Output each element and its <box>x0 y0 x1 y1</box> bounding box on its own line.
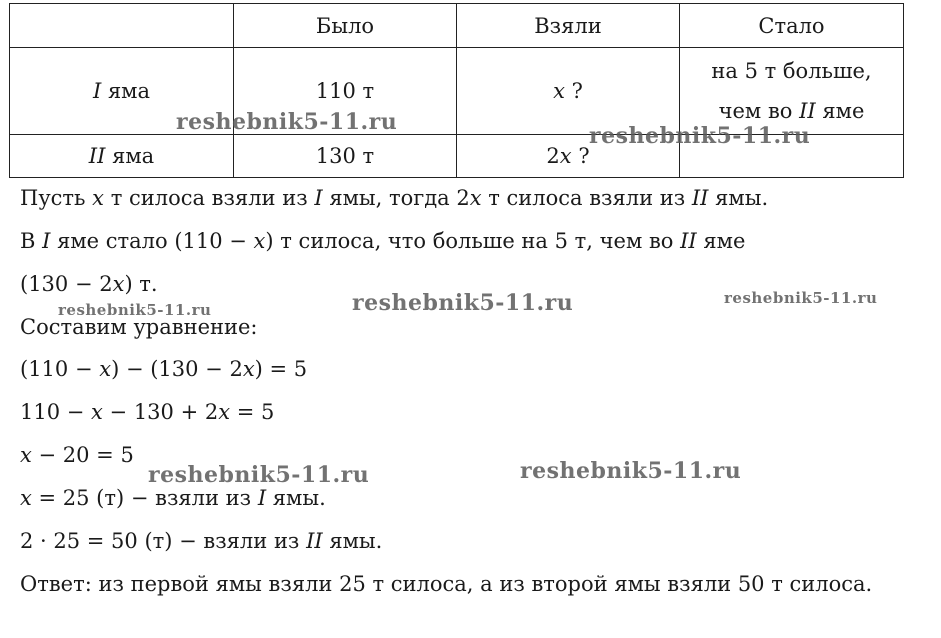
equation-line-4: x = 25 (т) − взяли из I ямы. <box>20 486 326 510</box>
equation-line-5: 2 · 25 = 50 (т) − взяли из II ямы. <box>20 529 383 553</box>
header-cell-became: Стало <box>680 4 904 48</box>
equation-line-1: (110 − x) − (130 − 2x) = 5 <box>20 357 308 381</box>
equation-line-3: x − 20 = 5 <box>20 443 134 467</box>
solution-line-4: Составим уравнение: <box>20 315 258 339</box>
solution-line-1: Пусть x т силоса взяли из I ямы, тогда 2x т силоса взяли из II ямы. <box>20 186 769 210</box>
watermark: reshebnik5-11.ru <box>589 123 811 149</box>
watermark: reshebnik5-11.ru <box>520 458 742 484</box>
solution-line-2: В I яме стало (110 − x) т силоса, что больше на 5 т, чем во II яме <box>20 229 746 253</box>
answer-line: Ответ: из первой ямы взяли 25 т силоса, а из второй ямы взяли 50 т силоса. <box>20 572 873 596</box>
watermark: reshebnik5-11.ru <box>148 462 370 488</box>
watermark: reshebnik5-11.ru <box>176 109 398 135</box>
watermark: reshebnik5-11.ru <box>724 289 878 307</box>
table-row <box>10 48 904 135</box>
row1-name: I яма <box>10 48 234 135</box>
row2-had: 130 т <box>234 135 457 178</box>
solution-line-3: (130 − 2x) т. <box>20 272 158 296</box>
row1-took: x ? <box>457 48 680 135</box>
row2-name: II яма <box>10 135 234 178</box>
watermark: reshebnik5-11.ru <box>352 290 574 316</box>
row1-had: 110 т <box>234 48 457 135</box>
row1-became: на 5 т больше, чем во II яме <box>680 48 904 135</box>
row2-took: 2x ? <box>457 135 680 178</box>
header-cell-had: Было <box>234 4 457 48</box>
header-cell-empty <box>10 4 234 48</box>
header-cell-took: Взяли <box>457 4 680 48</box>
watermark: reshebnik5-11.ru <box>58 301 212 319</box>
table-header-row <box>10 4 904 48</box>
data-table <box>9 3 904 178</box>
equation-line-2: 110 − x − 130 + 2x = 5 <box>20 400 275 424</box>
